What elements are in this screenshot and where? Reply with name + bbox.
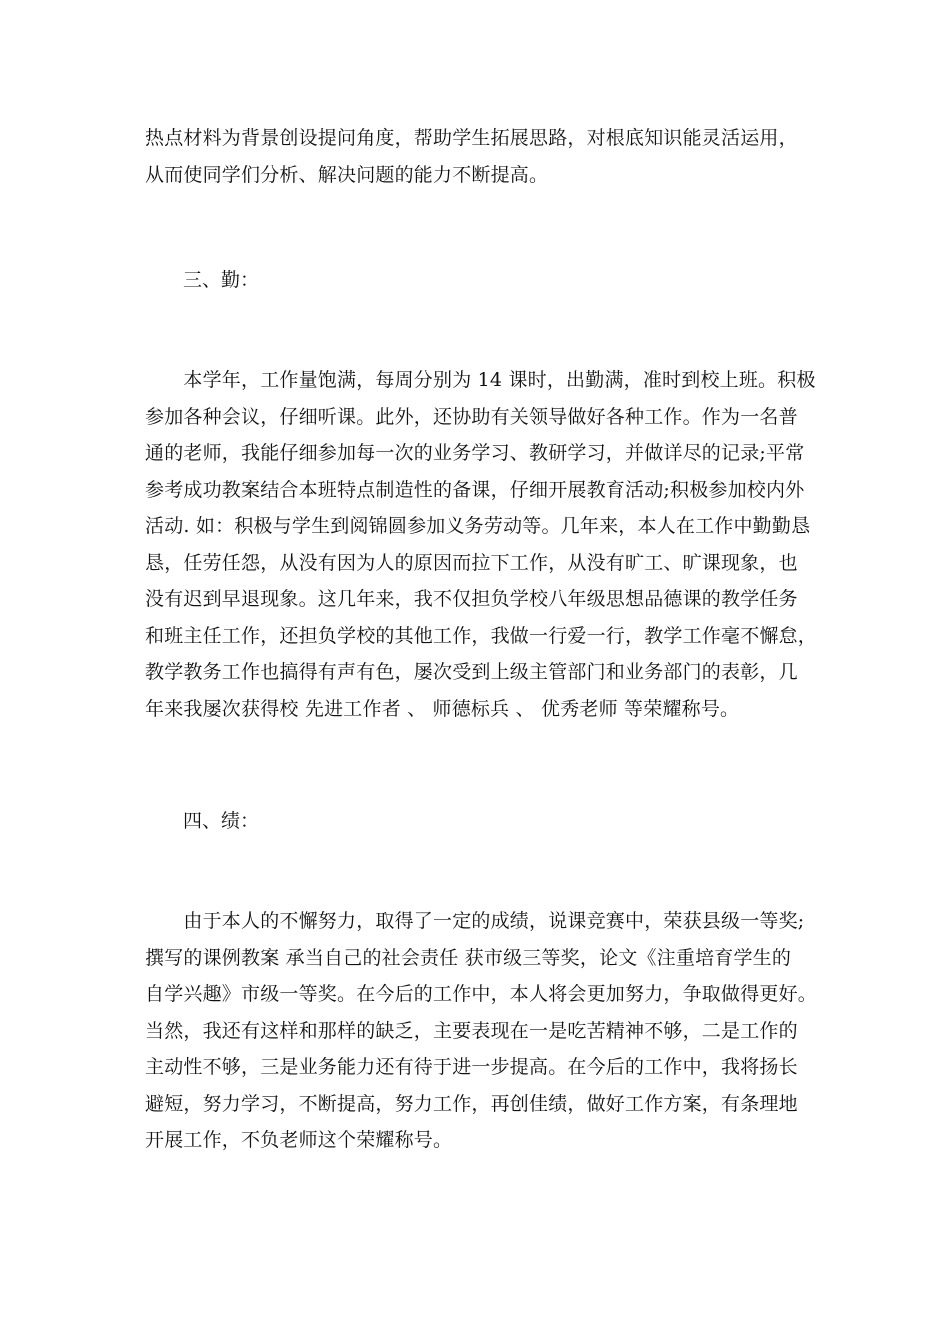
text-line: 由于本人的不懈努力，取得了一定的成绩，说课竞赛中，荣获县级一等奖;	[145, 910, 805, 932]
text-line: 年来我屡次获得校 先进工作者 、 师德标兵 、 优秀老师 等荣耀称号。	[145, 697, 740, 720]
section-3-paragraph	[145, 362, 818, 727]
section-heading-3: 三、勤：	[183, 269, 260, 291]
text-line: 主动性不够，三是业务能力还有待于进一步提高。在今后的工作中，我将扬长	[145, 1056, 798, 1078]
text-line: 教学教务工作也搞得有声有色，屡次受到上级主管部门和业务部门的表彰，几	[145, 661, 798, 683]
text-line: 活动. 如：积极与学生到阅锦圆参加义务劳动等。几年来，本人在工作中勤勤恳	[145, 515, 811, 537]
text-line: 恳，任劳任怨，从没有因为人的原因而拉下工作，从没有旷工、旷课现象，也	[145, 551, 798, 574]
text-line: 当然，我还有这样和那样的缺乏，主要表现在一是吃苦精神不够，二是工作的	[145, 1019, 798, 1042]
text-line: 热点材料为背景创设提问角度，帮助学生拓展思路，对根底知识能灵活运用，	[145, 127, 798, 149]
text-line: 避短，努力学习，不断提高，努力工作，再创佳绩，做好工作方案，有条理地	[145, 1092, 798, 1115]
text-line: 通的老师，我能仔细参加每一次的业务学习、教研学习，并做详尽的记录;平常	[145, 442, 805, 464]
text-line: 撰写的课例教案 承当自己的社会责任 获市级三等奖，论文《注重培育学生的	[145, 946, 792, 969]
text-line: 没有迟到早退现象。这几年来，我不仅担负学校八年级思想品德课的教学任务	[145, 588, 798, 610]
text-line: 参考成功教案结合本班特点制造性的备课，仔细开展教育活动;积极参加校内外	[145, 478, 805, 501]
intro-paragraph	[145, 120, 810, 193]
section-4-paragraph	[145, 903, 818, 1159]
text-line: 开展工作，不负老师这个荣耀称号。	[145, 1129, 453, 1151]
text-line: 自学兴趣》市级一等奖。在今后的工作中，本人将会更加努力，争取做得更好。	[145, 983, 818, 1005]
text-line: 和班主任工作，还担负学校的其他工作，我做一行爱一行，教学工作毫不懈怠，	[145, 624, 818, 647]
text-line: 参加各种会议，仔细听课。此外，还协助有关领导做好各种工作。作为一名普	[145, 405, 798, 428]
section-heading-4: 四、绩：	[183, 810, 260, 832]
text-line: 本学年，工作量饱满，每周分别为 14 课时，出勤满，准时到校上班。积极	[145, 369, 816, 391]
text-line: 从而使同学们分析、解决问题的能力不断提高。	[145, 163, 549, 186]
